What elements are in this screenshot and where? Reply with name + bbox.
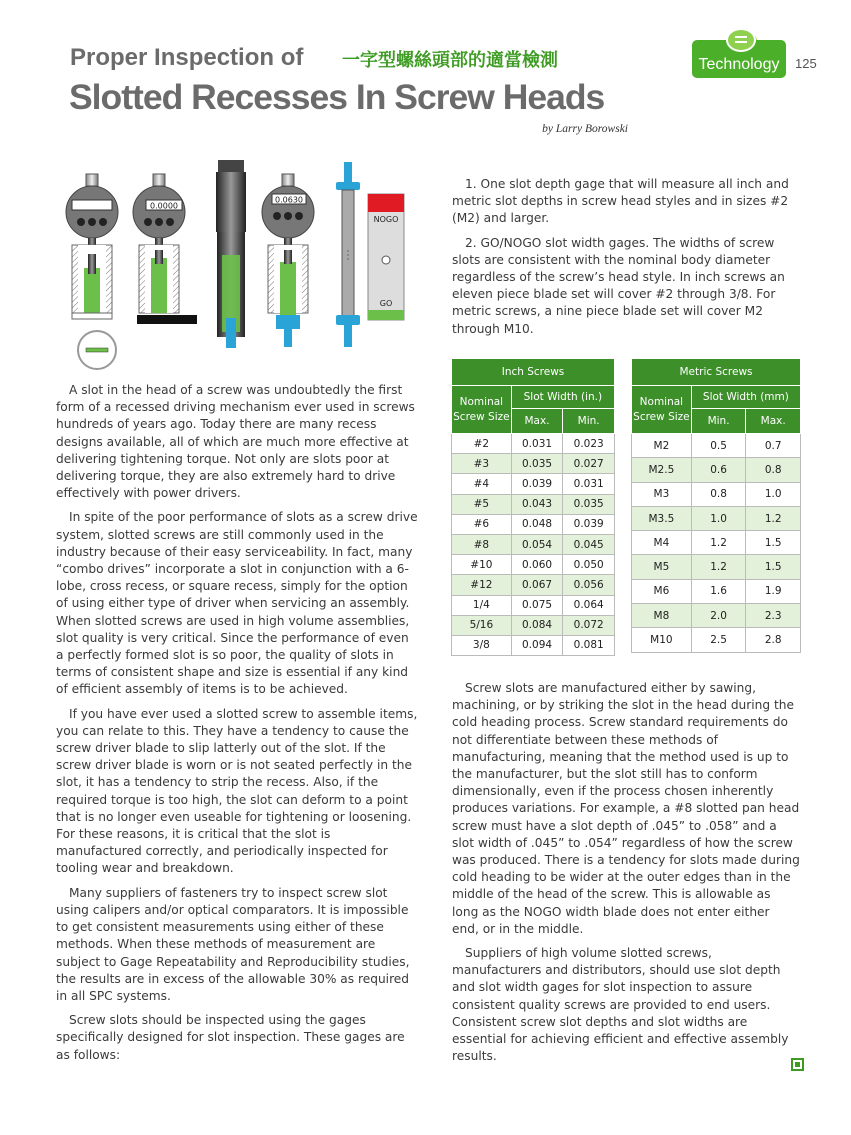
metric-col-width: Slot Width (mm)	[691, 386, 800, 409]
inch-table-cell: 0.035	[511, 454, 563, 474]
metric-table-cell: 2.3	[746, 604, 801, 628]
inch-table-cell: 1/4	[452, 595, 512, 615]
inch-table-row	[452, 494, 615, 514]
metric-table-cell: 1.2	[746, 506, 801, 530]
metric-col-max: Max.	[746, 409, 801, 434]
title-line-1: Proper Inspection of	[70, 44, 304, 71]
metric-table-cell: M5	[632, 555, 692, 579]
inch-table-cell: 5/16	[452, 615, 512, 635]
end-mark-icon	[791, 1058, 804, 1071]
inch-table-cell: 3/8	[452, 635, 512, 655]
inch-table-row	[452, 474, 615, 494]
metric-table-cell: 1.2	[691, 555, 746, 579]
inch-table-row	[452, 514, 615, 534]
metric-table-row	[632, 579, 801, 603]
left-column-text	[56, 382, 419, 1071]
inch-table-cell: 0.031	[511, 434, 563, 454]
inch-table-cell: 0.045	[563, 534, 615, 554]
left-paragraph-1: A slot in the head of a screw was undoubtedly the first form of a recessed driving mechanism ever used in screws hundreds of years ago. Today there are many recess designs available, all of which are much more effective at delivering tightening torque. Not only are slots poor at delivering torque, they are also extremely hard to drive effectively with power drivers.	[56, 383, 415, 501]
inch-table-cell: #2	[452, 434, 512, 454]
inch-table-cell: 0.072	[563, 615, 615, 635]
inch-table-cell: 0.039	[511, 474, 563, 494]
metric-table-cell: M3.5	[632, 506, 692, 530]
inch-table-cell: 0.064	[563, 595, 615, 615]
metric-table-cell: 0.8	[746, 458, 801, 482]
inch-col-max: Max.	[511, 409, 563, 434]
inch-table-cell: #12	[452, 575, 512, 595]
go-nogo-blade	[336, 162, 404, 347]
dial-3-reading: 0.0630	[275, 195, 303, 205]
metric-table-cell: 1.5	[746, 555, 801, 579]
slot-top-view-icon	[78, 331, 116, 369]
depth-reference-gage	[216, 160, 246, 348]
metric-table-cell: M2	[632, 434, 692, 458]
metric-table-cell: 1.9	[746, 579, 801, 603]
inch-table-cell: 0.050	[563, 555, 615, 575]
metric-table-cell: 1.6	[691, 579, 746, 603]
metric-table-cell: M4	[632, 531, 692, 555]
inch-table-cell: #5	[452, 494, 512, 514]
inch-table-row	[452, 595, 615, 615]
inch-table-row	[452, 575, 615, 595]
speech-bubble-icon-top	[728, 30, 754, 50]
dial-gage-2	[133, 174, 197, 324]
inch-table-row	[452, 454, 615, 474]
inch-col-min: Min.	[563, 409, 615, 434]
inch-table-cell: 0.023	[563, 434, 615, 454]
inch-table-cell: 0.056	[563, 575, 615, 595]
metric-table-cell: 0.6	[691, 458, 746, 482]
metric-table-row	[632, 604, 801, 628]
metric-table-title: Metric Screws	[632, 359, 801, 386]
title-chinese: 一字型螺絲頭部的適當檢測	[342, 50, 558, 71]
right-column-text	[452, 680, 800, 1072]
dial-gage-4	[262, 174, 314, 347]
metric-table-cell: 1.0	[746, 482, 801, 506]
metric-table-cell: M3	[632, 482, 692, 506]
technology-badge: Technology	[692, 40, 786, 78]
left-paragraph-3: If you have ever used a slotted screw to assemble items, you can relate to this. They have a tendency to cause the screw driver blade to slip latterly out of the slot. If the screw driver blade is worn or is not seated perfectly in the slot, it has a tendency to strip the recess. Also, if the required torque is too high, the slot can deform to a point that is no longer even useable for tightening or loosening. For these reasons, it is critical that the slot is manufactured correctly, and periodically inspected for tooling wear and breakdown.	[56, 706, 418, 876]
inch-table-cell: #10	[452, 555, 512, 575]
inch-table-cell: 0.031	[563, 474, 615, 494]
metric-table-row	[632, 506, 801, 530]
right-paragraph-1: Screw slots are manufactured either by sawing, machining, or by striking the slot in the head during the cold heading process. Screw standard requirements do not differentiate between these methods of manufacturing, meaning that the method used is up to the manufacturer, but the slot still has to conform dimensionally, even if the process chosen inherently produces variations. For example, a #8 slotted pan head screw must have a slot depth of .045” to .058” and a slot width of .045” to .054” regardless of how the screw was produced. There is a tendency for slots made during cold heading to be wider at the outer edges than in the middle of the head of the screw. This is allowable as long as the NOGO width blade does not enter either end, or in the middle.	[452, 681, 800, 936]
inch-table-cell: #8	[452, 534, 512, 554]
metric-table-row	[632, 482, 801, 506]
inch-table-cell: 0.027	[563, 454, 615, 474]
inch-table-cell: 0.035	[563, 494, 615, 514]
nogo-label: NOGO	[373, 215, 399, 224]
gage-illustration	[60, 150, 420, 375]
title-line-2: Slotted Recesses In Screw Heads	[69, 77, 605, 117]
left-paragraph-4: Many suppliers of fasteners try to inspect screw slot using calipers and/or optical comparators. It is impossible to get consistent measurements using either of these methods. When these methods of measurement are subject to Gage Repeatability and Reproducibility studies, the results are in excess of the allowable 30% as required in all SPC systems.	[56, 885, 410, 1003]
metric-table-cell: 0.8	[691, 482, 746, 506]
metric-table-cell: M8	[632, 604, 692, 628]
metric-table-cell: M2.5	[632, 458, 692, 482]
page-number: 125	[795, 56, 817, 71]
metric-table-cell: 2.8	[746, 628, 801, 652]
gage-list	[452, 176, 800, 345]
inch-table-cell: 0.094	[511, 635, 563, 655]
metric-table-cell: 1.5	[746, 531, 801, 555]
metric-table-row	[632, 458, 801, 482]
metric-table-row	[632, 628, 801, 652]
inch-table-title: Inch Screws	[452, 359, 615, 386]
inch-table-row	[452, 434, 615, 454]
inch-table-cell: 0.084	[511, 615, 563, 635]
metric-table-cell: 1.2	[691, 531, 746, 555]
inch-col-nominal: Nominal Screw Size	[452, 386, 512, 434]
gage-list-item-1: 1. One slot depth gage that will measure all inch and metric slot depths in screw head styles and in sizes #2 (M2) and larger.	[452, 177, 789, 226]
go-label: GO	[379, 299, 393, 308]
dial-2-reading: 0.0000	[150, 201, 178, 211]
inch-table-cell: 0.048	[511, 514, 563, 534]
author-byline: by Larry Borowski	[542, 123, 628, 135]
metric-table-cell: 0.5	[691, 434, 746, 458]
inch-screws-table	[451, 358, 615, 656]
inch-table-cell: 0.075	[511, 595, 563, 615]
metric-col-nominal: Nominal Screw Size	[632, 386, 692, 434]
metric-table-row	[632, 555, 801, 579]
metric-table-row	[632, 434, 801, 458]
metric-table-cell: 2.0	[691, 604, 746, 628]
metric-table-cell: M10	[632, 628, 692, 652]
inch-table-cell: #6	[452, 514, 512, 534]
inch-table-cell: 0.060	[511, 555, 563, 575]
dial-gage-1	[66, 174, 118, 319]
metric-screws-table	[631, 358, 801, 653]
metric-table-row	[632, 531, 801, 555]
inch-table-cell: #4	[452, 474, 512, 494]
metric-col-min: Min.	[691, 409, 746, 434]
inch-table-row	[452, 534, 615, 554]
inch-table-row	[452, 635, 615, 655]
left-paragraph-5: Screw slots should be inspected using the gages specifically designed for slot inspection. These gages are as follows:	[56, 1013, 405, 1062]
metric-table-cell: 1.0	[691, 506, 746, 530]
inch-table-cell: 0.043	[511, 494, 563, 514]
metric-table-cell: M6	[632, 579, 692, 603]
metric-table-cell: 2.5	[691, 628, 746, 652]
inch-table-cell: #3	[452, 454, 512, 474]
right-paragraph-2: Suppliers of high volume slotted screws, manufacturers and distributors, should use slot depth and slot width gages for slot inspection to assure consistent quality screws are provided to end users. Consistent screw slot depths and slot widths are essential for achieving efficient and effective assembly results.	[452, 946, 789, 1064]
metric-table-cell: 0.7	[746, 434, 801, 458]
inch-table-row	[452, 615, 615, 635]
gage-list-item-2: 2. GO/NOGO slot width gages. The widths of screw slots are consistent with the nominal body diameter regardless of the screw’s head style. In inch screws an eleven piece blade set will cover #2 through 3/8. For metric screws, a nine piece blade set will cover M2 through M10.	[452, 235, 785, 336]
inch-table-cell: 0.039	[563, 514, 615, 534]
inch-table-cell: 0.067	[511, 575, 563, 595]
inch-table-cell: 0.081	[563, 635, 615, 655]
inch-table-row	[452, 555, 615, 575]
inch-table-cell: 0.054	[511, 534, 563, 554]
left-paragraph-2: In spite of the poor performance of slots as a screw drive system, slotted screws are still commonly used in the industry because of their easy serviceability. In fact, many “combo drives” incorporate a slot in conjunction with a 6-lobe, cross recess, or square recess, simply for the option of using either type of driver when servicing an assembly. When slotted screws are used in high volume assemblies, slot quality is very critical. Since the performance of even a perfectly formed slot is so poor, the quality of slots in terms of consistent shape and size is essential if any kind of efficient assembly of items is to be achieved.	[56, 510, 418, 697]
inch-col-width: Slot Width (in.)	[511, 386, 614, 409]
